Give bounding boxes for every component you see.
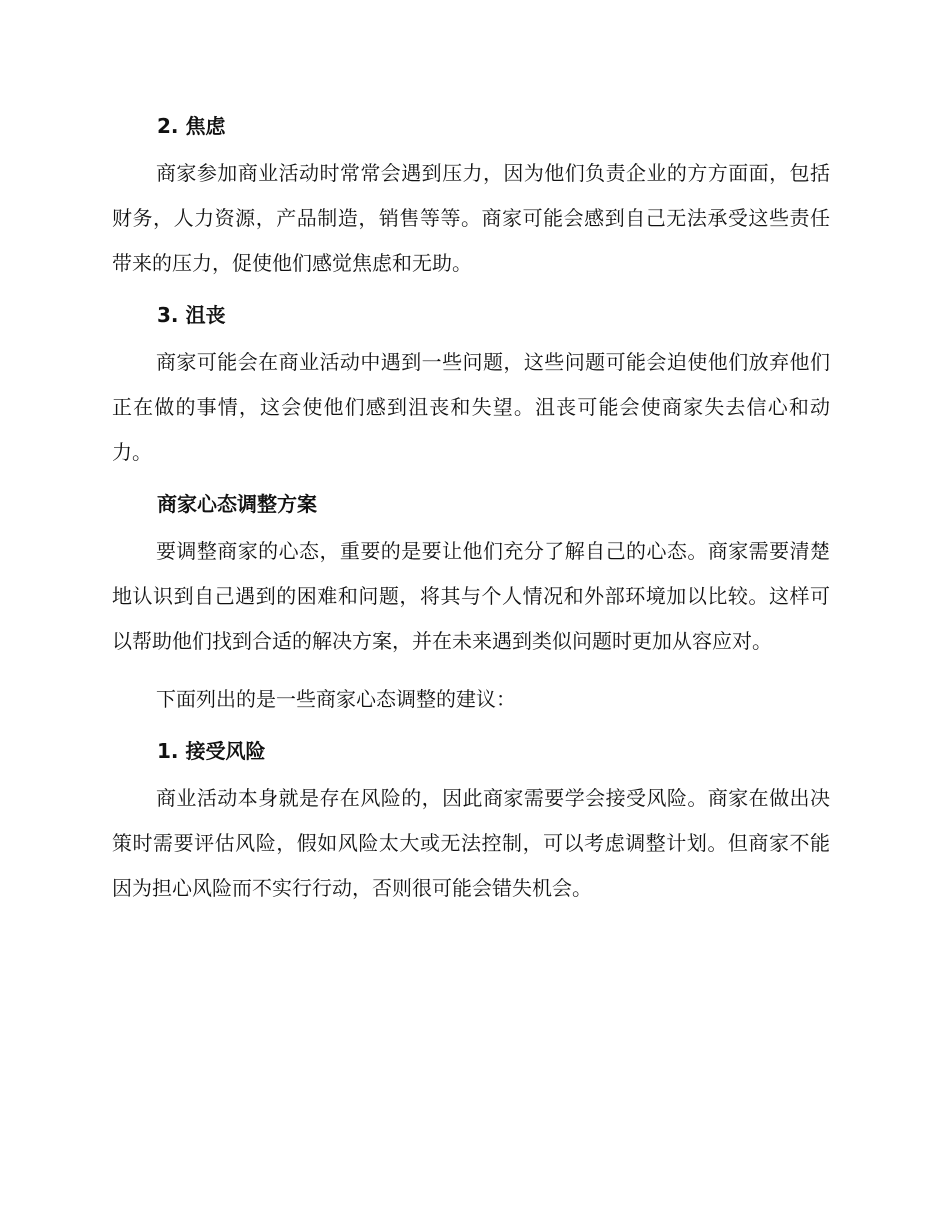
paragraph-accept-risk: 商业活动本身就是存在风险的，因此商家需要学会接受风险。商家在做出决策时需要评估风险，假如风险太大或无法控制，可以考虑调整计划。但商家不能因为担心风险而不实行行动，否则很可能会错失机会。 (112, 786, 830, 900)
document-body (112, 110, 830, 911)
paragraph-anxiety: 商家参加商业活动时常常会遇到压力，因为他们负责企业的方方面面，包括财务，人力资源，产品制造，销售等等。商家可能会感到自己无法承受这些责任带来的压力，促使他们感觉焦虑和无助。 (112, 161, 830, 275)
section-heading-accept-risk: 1. 接受风险 (157, 739, 266, 763)
section-heading-anxiety: 2. 焦虑 (157, 114, 226, 138)
paragraph-frustration: 商家可能会在商业活动中遇到一些问题，这些问题可能会迫使他们放弃他们正在做的事情，这会使他们感到沮丧和失望。沮丧可能会使商家失去信心和动力。 (112, 350, 830, 464)
paragraph-adjustment-plan: 要调整商家的心态，重要的是要让他们充分了解自己的心态。商家需要清楚地认识到自己遇到的困难和问题，将其与个人情况和外部环境加以比较。这样可以帮助他们找到合适的解决方案，并在未来遇到类似问题时更加从容应对。 (112, 539, 830, 653)
paragraph-suggestions-intro: 下面列出的是一些商家心态调整的建议： (156, 687, 516, 711)
section-heading-adjustment-plan: 商家心态调整方案 (157, 492, 317, 516)
section-heading-frustration: 3. 沮丧 (157, 303, 226, 327)
